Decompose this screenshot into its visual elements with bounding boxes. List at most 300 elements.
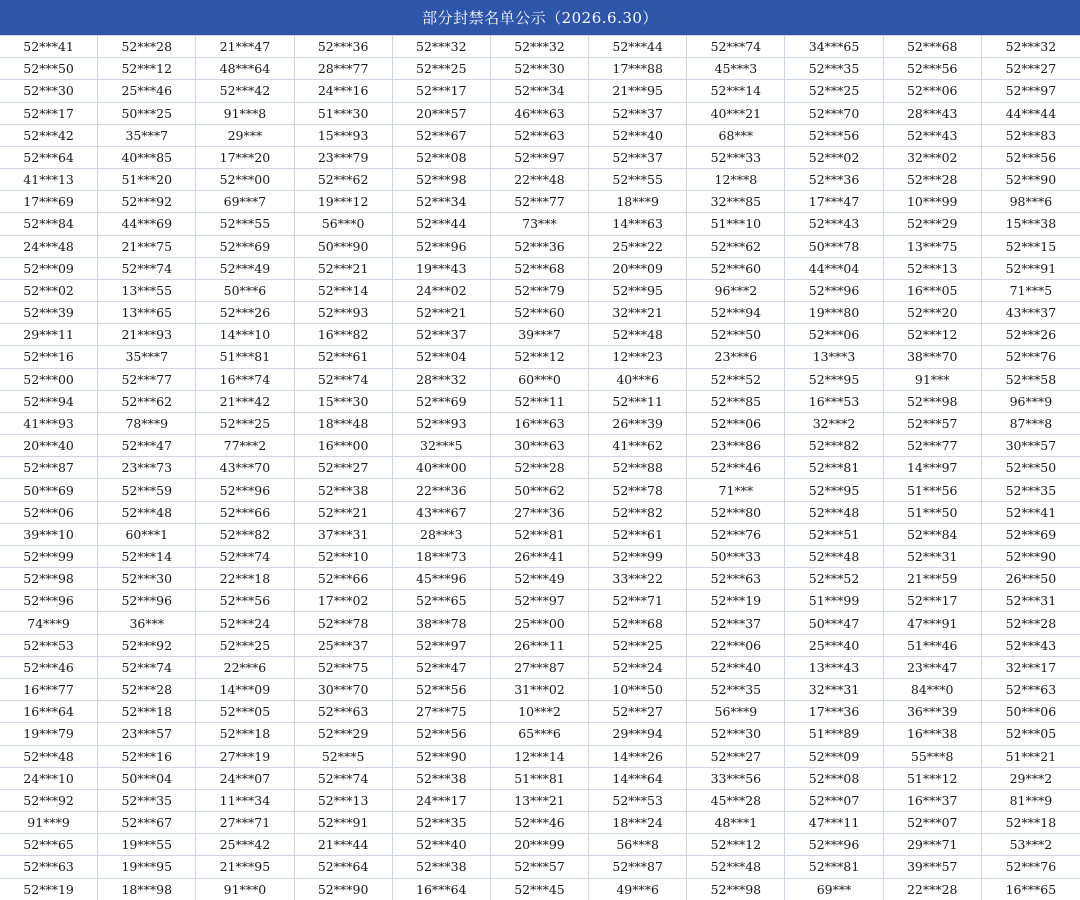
table-cell: 16***05 bbox=[884, 280, 982, 302]
table-cell: 28***3 bbox=[393, 524, 491, 546]
table-cell: 40***85 bbox=[98, 147, 196, 169]
table-cell: 12***23 bbox=[589, 346, 687, 368]
table-cell: 52***56 bbox=[393, 679, 491, 701]
table-cell: 52***14 bbox=[295, 280, 393, 302]
table-cell: 52***24 bbox=[196, 612, 294, 634]
table-cell: 52***18 bbox=[196, 723, 294, 745]
table-cell: 12***14 bbox=[491, 746, 589, 768]
table-cell: 53***2 bbox=[982, 834, 1080, 856]
table-cell: 12***8 bbox=[687, 169, 785, 191]
table-cell: 52***40 bbox=[589, 125, 687, 147]
table-cell: 52***28 bbox=[884, 169, 982, 191]
table-cell: 39***10 bbox=[0, 524, 98, 546]
table-cell: 19***43 bbox=[393, 258, 491, 280]
table-cell: 52***62 bbox=[687, 236, 785, 258]
table-cell: 23***57 bbox=[98, 723, 196, 745]
table-cell: 23***79 bbox=[295, 147, 393, 169]
table-cell: 36*** bbox=[98, 612, 196, 634]
table-cell: 51***89 bbox=[785, 723, 883, 745]
table-cell: 52***28 bbox=[98, 679, 196, 701]
table-cell: 47***11 bbox=[785, 812, 883, 834]
table-cell: 52***74 bbox=[98, 258, 196, 280]
table-cell: 52***93 bbox=[393, 413, 491, 435]
table-cell: 52***06 bbox=[0, 502, 98, 524]
table-cell: 65***6 bbox=[491, 723, 589, 745]
table-cell: 52***96 bbox=[196, 479, 294, 501]
table-cell: 52***69 bbox=[196, 236, 294, 258]
table-cell: 18***9 bbox=[589, 191, 687, 213]
table-cell: 30***70 bbox=[295, 679, 393, 701]
table-cell: 52***21 bbox=[393, 302, 491, 324]
table-cell: 52***96 bbox=[98, 590, 196, 612]
table-cell: 51***46 bbox=[884, 635, 982, 657]
table-cell: 50***62 bbox=[491, 479, 589, 501]
table-cell: 52***10 bbox=[295, 546, 393, 568]
table-cell: 44***69 bbox=[98, 213, 196, 235]
table-cell: 52***49 bbox=[491, 568, 589, 590]
table-cell: 22***48 bbox=[491, 169, 589, 191]
table-cell: 43***37 bbox=[982, 302, 1080, 324]
table-cell: 52***12 bbox=[884, 324, 982, 346]
table-cell: 52***32 bbox=[393, 36, 491, 58]
table-cell: 26***41 bbox=[491, 546, 589, 568]
table-cell: 84***0 bbox=[884, 679, 982, 701]
table-cell: 50***06 bbox=[982, 701, 1080, 723]
table-cell: 26***50 bbox=[982, 568, 1080, 590]
table-cell: 52***25 bbox=[785, 80, 883, 102]
table-cell: 52***17 bbox=[0, 103, 98, 125]
table-cell: 52***80 bbox=[687, 502, 785, 524]
table-cell: 52***50 bbox=[982, 457, 1080, 479]
table-cell: 52***92 bbox=[98, 635, 196, 657]
table-cell: 52***87 bbox=[0, 457, 98, 479]
table-cell: 52***00 bbox=[0, 369, 98, 391]
table-cell: 52***43 bbox=[884, 125, 982, 147]
table-cell: 91*** bbox=[884, 369, 982, 391]
table-cell: 34***65 bbox=[785, 36, 883, 58]
table-cell: 25***00 bbox=[491, 612, 589, 634]
table-cell: 27***36 bbox=[491, 502, 589, 524]
table-cell: 14***10 bbox=[196, 324, 294, 346]
table-cell: 52***82 bbox=[589, 502, 687, 524]
table-cell: 52***56 bbox=[884, 58, 982, 80]
table-cell: 52***31 bbox=[982, 590, 1080, 612]
table-cell: 52***87 bbox=[589, 856, 687, 878]
table-cell: 31***02 bbox=[491, 679, 589, 701]
table-cell: 52***37 bbox=[589, 147, 687, 169]
table-cell: 50***33 bbox=[687, 546, 785, 568]
table-cell: 52***35 bbox=[98, 790, 196, 812]
table-cell: 19***80 bbox=[785, 302, 883, 324]
table-cell: 52***52 bbox=[687, 369, 785, 391]
table-cell: 22***36 bbox=[393, 479, 491, 501]
table-cell: 52***37 bbox=[687, 612, 785, 634]
table-cell: 33***56 bbox=[687, 768, 785, 790]
table-cell: 52***18 bbox=[98, 701, 196, 723]
table-cell: 37***31 bbox=[295, 524, 393, 546]
table-cell: 52***90 bbox=[982, 169, 1080, 191]
table-cell: 52***08 bbox=[785, 768, 883, 790]
table-cell: 91***9 bbox=[0, 812, 98, 834]
table-cell: 38***70 bbox=[884, 346, 982, 368]
table-cell: 39***57 bbox=[884, 856, 982, 878]
table-cell: 45***3 bbox=[687, 58, 785, 80]
blocked-list-table bbox=[0, 35, 1080, 900]
table-cell: 52***36 bbox=[491, 236, 589, 258]
table-cell: 96***2 bbox=[687, 280, 785, 302]
table-cell: 23***73 bbox=[98, 457, 196, 479]
table-cell: 51***10 bbox=[687, 213, 785, 235]
table-cell: 56***0 bbox=[295, 213, 393, 235]
table-cell: 52***62 bbox=[295, 169, 393, 191]
table-cell: 52***25 bbox=[196, 635, 294, 657]
table-cell: 19***55 bbox=[98, 834, 196, 856]
table-cell: 35***7 bbox=[98, 125, 196, 147]
table-cell: 41***93 bbox=[0, 413, 98, 435]
table-cell: 29***94 bbox=[589, 723, 687, 745]
table-cell: 52***32 bbox=[982, 36, 1080, 58]
table-cell: 52***09 bbox=[785, 746, 883, 768]
table-cell: 52***90 bbox=[295, 879, 393, 900]
table-cell: 52***48 bbox=[589, 324, 687, 346]
table-cell: 52***93 bbox=[295, 302, 393, 324]
table-cell: 52***43 bbox=[982, 635, 1080, 657]
table-cell: 24***10 bbox=[0, 768, 98, 790]
table-cell: 16***64 bbox=[393, 879, 491, 900]
table-cell: 52***40 bbox=[687, 657, 785, 679]
table-cell: 10***2 bbox=[491, 701, 589, 723]
table-cell: 32***2 bbox=[785, 413, 883, 435]
table-cell: 18***98 bbox=[98, 879, 196, 900]
table-cell: 52***07 bbox=[785, 790, 883, 812]
table-cell: 16***63 bbox=[491, 413, 589, 435]
table-cell: 21***93 bbox=[98, 324, 196, 346]
table-cell: 52***41 bbox=[0, 36, 98, 58]
table-cell: 52***55 bbox=[196, 213, 294, 235]
table-cell: 18***24 bbox=[589, 812, 687, 834]
table-cell: 52***27 bbox=[295, 457, 393, 479]
table-cell: 52***43 bbox=[785, 213, 883, 235]
table-cell: 52***25 bbox=[589, 635, 687, 657]
table-cell: 78***9 bbox=[98, 413, 196, 435]
table-cell: 14***09 bbox=[196, 679, 294, 701]
table-cell: 52***64 bbox=[295, 856, 393, 878]
table-cell: 21***75 bbox=[98, 236, 196, 258]
table-cell: 40***21 bbox=[687, 103, 785, 125]
table-cell: 77***2 bbox=[196, 435, 294, 457]
table-cell: 28***32 bbox=[393, 369, 491, 391]
table-cell: 52***38 bbox=[295, 479, 393, 501]
table-cell: 21***95 bbox=[589, 80, 687, 102]
table-cell: 52***14 bbox=[98, 546, 196, 568]
table-cell: 52***62 bbox=[98, 391, 196, 413]
table-cell: 52***96 bbox=[393, 236, 491, 258]
table-cell: 44***04 bbox=[785, 258, 883, 280]
table-cell: 52***17 bbox=[884, 590, 982, 612]
table-cell: 52***78 bbox=[589, 479, 687, 501]
table-cell: 52***77 bbox=[884, 435, 982, 457]
table-cell: 52***69 bbox=[982, 524, 1080, 546]
table-cell: 20***40 bbox=[0, 435, 98, 457]
table-cell: 52***57 bbox=[884, 413, 982, 435]
table-cell: 24***17 bbox=[393, 790, 491, 812]
table-cell: 52***46 bbox=[0, 657, 98, 679]
table-cell: 52***18 bbox=[982, 812, 1080, 834]
table-cell: 52***00 bbox=[196, 169, 294, 191]
table-cell: 52***5 bbox=[295, 746, 393, 768]
table-cell: 52***12 bbox=[687, 834, 785, 856]
table-cell: 69***7 bbox=[196, 191, 294, 213]
table-cell: 43***70 bbox=[196, 457, 294, 479]
table-cell: 21***95 bbox=[196, 856, 294, 878]
table-cell: 43***67 bbox=[393, 502, 491, 524]
table-cell: 52***02 bbox=[785, 147, 883, 169]
table-cell: 52***76 bbox=[982, 346, 1080, 368]
table-cell: 52***11 bbox=[491, 391, 589, 413]
table-cell: 52***65 bbox=[393, 590, 491, 612]
table-cell: 52***53 bbox=[589, 790, 687, 812]
table-cell: 52***47 bbox=[98, 435, 196, 457]
table-cell: 40***6 bbox=[589, 369, 687, 391]
table-cell: 51***81 bbox=[196, 346, 294, 368]
table-cell: 16***38 bbox=[884, 723, 982, 745]
table-cell: 19***95 bbox=[98, 856, 196, 878]
table-cell: 27***75 bbox=[393, 701, 491, 723]
table-cell: 52***83 bbox=[982, 125, 1080, 147]
table-cell: 52***13 bbox=[884, 258, 982, 280]
table-cell: 52***66 bbox=[295, 568, 393, 590]
table-cell: 52***30 bbox=[98, 568, 196, 590]
table-cell: 32***31 bbox=[785, 679, 883, 701]
table-cell: 52***07 bbox=[884, 812, 982, 834]
table-cell: 26***39 bbox=[589, 413, 687, 435]
table-cell: 51***12 bbox=[884, 768, 982, 790]
table-cell: 21***42 bbox=[196, 391, 294, 413]
table-cell: 27***71 bbox=[196, 812, 294, 834]
table-cell: 52***21 bbox=[295, 258, 393, 280]
table-cell: 52***44 bbox=[589, 36, 687, 58]
table-cell: 52***77 bbox=[491, 191, 589, 213]
table-cell: 25***42 bbox=[196, 834, 294, 856]
table-cell: 50***90 bbox=[295, 236, 393, 258]
table-cell: 13***43 bbox=[785, 657, 883, 679]
table-cell: 52***47 bbox=[393, 657, 491, 679]
table-cell: 52***60 bbox=[491, 302, 589, 324]
table-cell: 48***64 bbox=[196, 58, 294, 80]
table-cell: 20***09 bbox=[589, 258, 687, 280]
table-cell: 52***84 bbox=[0, 213, 98, 235]
table-cell: 52***49 bbox=[196, 258, 294, 280]
table-cell: 52***65 bbox=[0, 834, 98, 856]
table-cell: 20***99 bbox=[491, 834, 589, 856]
table-cell: 25***46 bbox=[98, 80, 196, 102]
table-cell: 52***58 bbox=[982, 369, 1080, 391]
table-cell: 98***6 bbox=[982, 191, 1080, 213]
table-cell: 24***07 bbox=[196, 768, 294, 790]
table-cell: 52***08 bbox=[393, 147, 491, 169]
table-cell: 52***46 bbox=[491, 812, 589, 834]
table-cell: 52***68 bbox=[884, 36, 982, 58]
table-cell: 52***67 bbox=[98, 812, 196, 834]
table-cell: 52***94 bbox=[0, 391, 98, 413]
table-cell: 23***86 bbox=[687, 435, 785, 457]
table-cell: 15***38 bbox=[982, 213, 1080, 235]
table-cell: 52***66 bbox=[196, 502, 294, 524]
table-cell: 52***28 bbox=[491, 457, 589, 479]
table-cell: 52***84 bbox=[884, 524, 982, 546]
table-cell: 32***85 bbox=[687, 191, 785, 213]
table-cell: 52***06 bbox=[687, 413, 785, 435]
table-cell: 10***50 bbox=[589, 679, 687, 701]
table-cell: 52***98 bbox=[0, 568, 98, 590]
table-cell: 52***98 bbox=[884, 391, 982, 413]
table-cell: 52***56 bbox=[785, 125, 883, 147]
table-cell: 87***8 bbox=[982, 413, 1080, 435]
table-cell: 50***47 bbox=[785, 612, 883, 634]
table-cell: 52***68 bbox=[491, 258, 589, 280]
table-cell: 22***6 bbox=[196, 657, 294, 679]
table-cell: 52***92 bbox=[0, 790, 98, 812]
table-cell: 52***74 bbox=[295, 768, 393, 790]
table-cell: 52***60 bbox=[687, 258, 785, 280]
table-cell: 50***6 bbox=[196, 280, 294, 302]
table-cell: 52***95 bbox=[589, 280, 687, 302]
table-cell: 52***31 bbox=[884, 546, 982, 568]
table-cell: 16***82 bbox=[295, 324, 393, 346]
table-cell: 52***90 bbox=[393, 746, 491, 768]
table-cell: 18***73 bbox=[393, 546, 491, 568]
table-cell: 52***56 bbox=[982, 147, 1080, 169]
table-cell: 25***40 bbox=[785, 635, 883, 657]
table-cell: 51***81 bbox=[491, 768, 589, 790]
table-cell: 19***12 bbox=[295, 191, 393, 213]
table-cell: 16***53 bbox=[785, 391, 883, 413]
table-cell: 52***09 bbox=[0, 258, 98, 280]
table-cell: 52***48 bbox=[785, 546, 883, 568]
table-cell: 52***25 bbox=[196, 413, 294, 435]
table-cell: 55***8 bbox=[884, 746, 982, 768]
table-cell: 38***78 bbox=[393, 612, 491, 634]
table-cell: 52***97 bbox=[393, 635, 491, 657]
table-cell: 71***5 bbox=[982, 280, 1080, 302]
table-cell: 28***43 bbox=[884, 103, 982, 125]
table-cell: 52***33 bbox=[687, 147, 785, 169]
table-cell: 23***47 bbox=[884, 657, 982, 679]
table-cell: 52***82 bbox=[785, 435, 883, 457]
table-cell: 52***15 bbox=[982, 236, 1080, 258]
table-cell: 74***9 bbox=[0, 612, 98, 634]
table-cell: 52***48 bbox=[687, 856, 785, 878]
table-cell: 40***00 bbox=[393, 457, 491, 479]
table-cell: 52***14 bbox=[687, 80, 785, 102]
table-cell: 56***8 bbox=[589, 834, 687, 856]
table-cell: 52***56 bbox=[196, 590, 294, 612]
table-cell: 52***91 bbox=[295, 812, 393, 834]
table-cell: 17***02 bbox=[295, 590, 393, 612]
table-cell: 52***55 bbox=[589, 169, 687, 191]
table-cell: 23***6 bbox=[687, 346, 785, 368]
table-cell: 52***32 bbox=[491, 36, 589, 58]
table-cell: 52***67 bbox=[393, 125, 491, 147]
table-cell: 29***71 bbox=[884, 834, 982, 856]
table-cell: 52***63 bbox=[0, 856, 98, 878]
table-cell: 52***27 bbox=[982, 58, 1080, 80]
table-cell: 36***39 bbox=[884, 701, 982, 723]
table-cell: 39***7 bbox=[491, 324, 589, 346]
table-cell: 11***34 bbox=[196, 790, 294, 812]
table-cell: 52***35 bbox=[785, 58, 883, 80]
table-cell: 52***99 bbox=[589, 546, 687, 568]
table-cell: 17***88 bbox=[589, 58, 687, 80]
table-cell: 73*** bbox=[491, 213, 589, 235]
table-cell: 52***81 bbox=[785, 856, 883, 878]
table-cell: 48***1 bbox=[687, 812, 785, 834]
table-cell: 52***91 bbox=[982, 258, 1080, 280]
table-cell: 29***2 bbox=[982, 768, 1080, 790]
table-cell: 52***98 bbox=[687, 879, 785, 900]
table-cell: 52***44 bbox=[393, 213, 491, 235]
table-cell: 19***79 bbox=[0, 723, 98, 745]
table-cell: 52***78 bbox=[295, 612, 393, 634]
table-cell: 52***29 bbox=[295, 723, 393, 745]
table-cell: 60***1 bbox=[98, 524, 196, 546]
table-cell: 52***30 bbox=[0, 80, 98, 102]
table-cell: 14***63 bbox=[589, 213, 687, 235]
table-cell: 51***30 bbox=[295, 103, 393, 125]
table-cell: 32***17 bbox=[982, 657, 1080, 679]
table-cell: 30***63 bbox=[491, 435, 589, 457]
table-cell: 15***30 bbox=[295, 391, 393, 413]
table-cell: 17***69 bbox=[0, 191, 98, 213]
table-cell: 56***9 bbox=[687, 701, 785, 723]
table-cell: 52***48 bbox=[0, 746, 98, 768]
table-cell: 52***37 bbox=[589, 103, 687, 125]
table-cell: 16***74 bbox=[196, 369, 294, 391]
table-cell: 24***02 bbox=[393, 280, 491, 302]
table-cell: 52***42 bbox=[0, 125, 98, 147]
table-cell: 50***78 bbox=[785, 236, 883, 258]
table-cell: 29***11 bbox=[0, 324, 98, 346]
table-cell: 52***25 bbox=[393, 58, 491, 80]
table-cell: 27***87 bbox=[491, 657, 589, 679]
table-cell: 52***38 bbox=[393, 856, 491, 878]
table-cell: 45***28 bbox=[687, 790, 785, 812]
table-cell: 52***95 bbox=[785, 369, 883, 391]
table-cell: 52***30 bbox=[491, 58, 589, 80]
table-cell: 52***96 bbox=[0, 590, 98, 612]
table-cell: 25***22 bbox=[589, 236, 687, 258]
table-cell: 52***57 bbox=[491, 856, 589, 878]
table-cell: 52***50 bbox=[0, 58, 98, 80]
table-cell: 13***65 bbox=[98, 302, 196, 324]
table-cell: 52***56 bbox=[393, 723, 491, 745]
table-cell: 60***0 bbox=[491, 369, 589, 391]
table-cell: 52***61 bbox=[295, 346, 393, 368]
table-cell: 27***19 bbox=[196, 746, 294, 768]
table-cell: 52***19 bbox=[0, 879, 98, 900]
table-cell: 52***96 bbox=[785, 280, 883, 302]
table-cell: 52***35 bbox=[393, 812, 491, 834]
table-cell: 52***81 bbox=[785, 457, 883, 479]
table-cell: 52***42 bbox=[196, 80, 294, 102]
table-cell: 52***27 bbox=[589, 701, 687, 723]
table-cell: 20***57 bbox=[393, 103, 491, 125]
table-cell: 52***39 bbox=[0, 302, 98, 324]
table-cell: 32***21 bbox=[589, 302, 687, 324]
table-cell: 52***28 bbox=[982, 612, 1080, 634]
table-cell: 52***36 bbox=[785, 169, 883, 191]
table-cell: 21***47 bbox=[196, 36, 294, 58]
